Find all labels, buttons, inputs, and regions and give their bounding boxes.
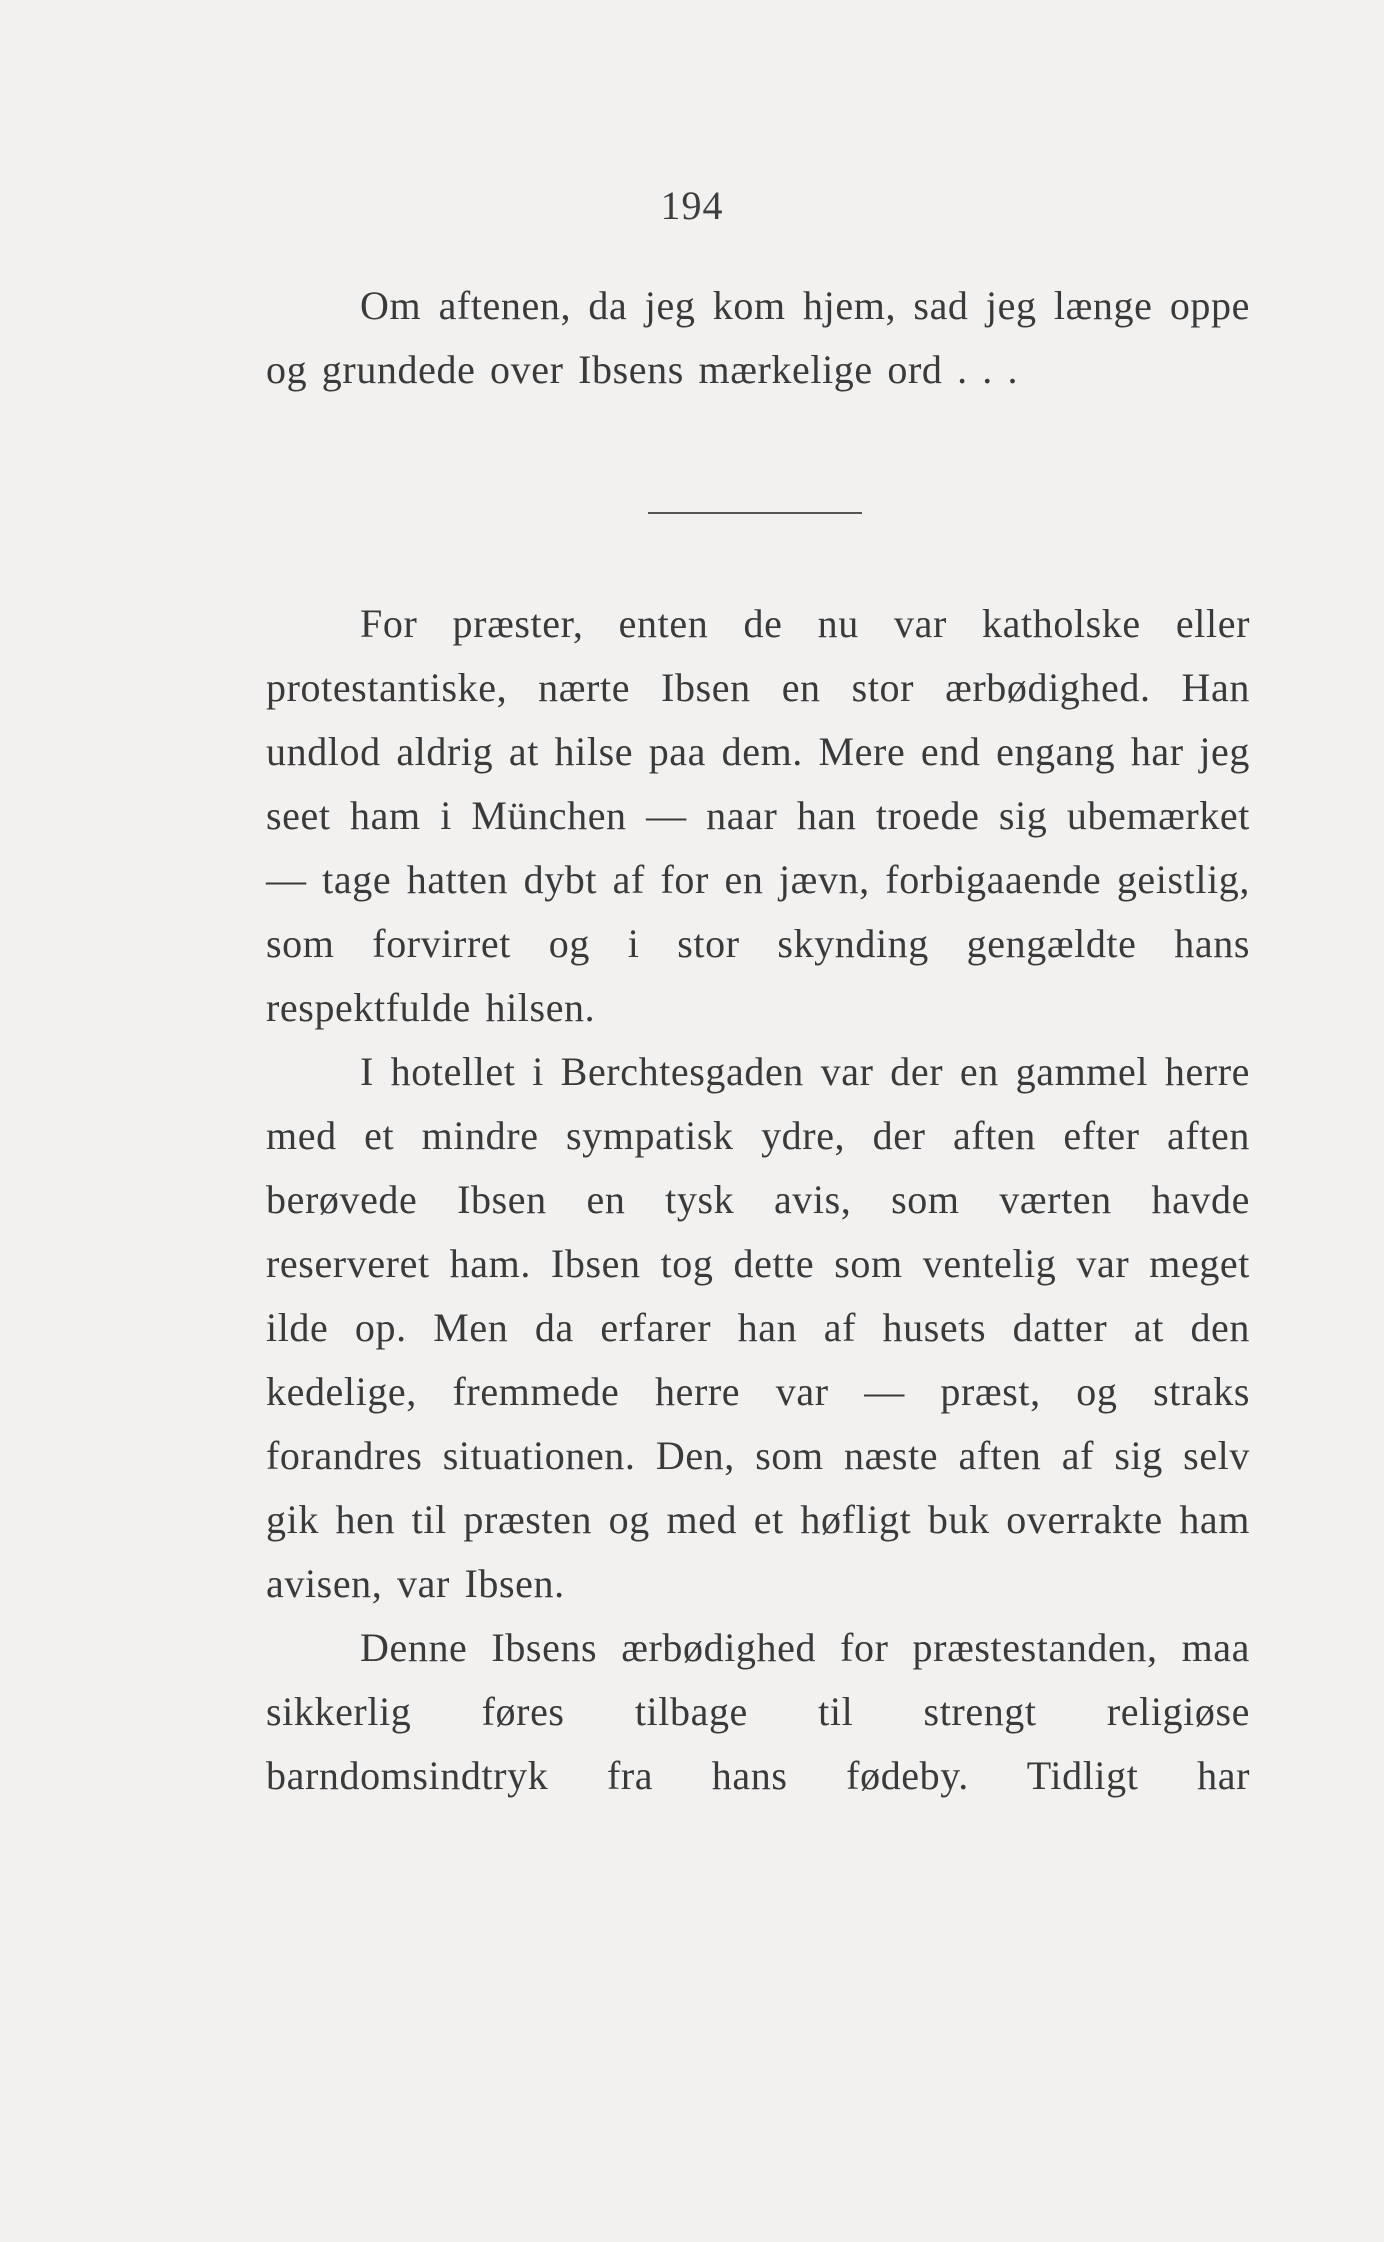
paragraph: Denne Ibsens ærbødighed for præstestanden, maa sikkerlig føres tilbage til strengt religiøse barndomsindtryk fra hans fødeby. Tidligt har: [266, 1625, 1250, 1798]
text-section-before-divider: [266, 274, 1250, 402]
section-divider: [648, 512, 862, 514]
paragraph: I hotellet i Berchtesgaden var der en gammel herre med et mindre sympatisk ydre, der aften efter aften berøvede Ibsen en tysk avis, som værten havde reserveret ham. Ibsen tog dette som ventelig var meget ilde op. Men da erfarer han af husets datter at den kedelige, fremmede herre var — præst, og straks forandres situationen. Den, som næste aften af sig selv gik hen til præsten og med et høfligt buk overrakte ham avisen, var Ibsen.: [266, 1049, 1250, 1606]
text-section-after-divider: [266, 592, 1250, 1808]
page-number: 194: [660, 183, 724, 228]
paragraph: For præster, enten de nu var katholske eller protestantiske, nærte Ibsen en stor ærbødighed. Han undlod aldrig at hilse paa dem. Mere end engang har jeg seet ham i München — naar han troede sig ubemærket — tage hatten dybt af for en jævn, forbigaaende geistlig, som forvirret og i stor skynding gengældte hans respektfulde hilsen.: [266, 601, 1250, 1030]
paragraph: Om aftenen, da jeg kom hjem, sad jeg længe oppe og grundede over Ibsens mærkelige ord . . .: [266, 283, 1250, 392]
